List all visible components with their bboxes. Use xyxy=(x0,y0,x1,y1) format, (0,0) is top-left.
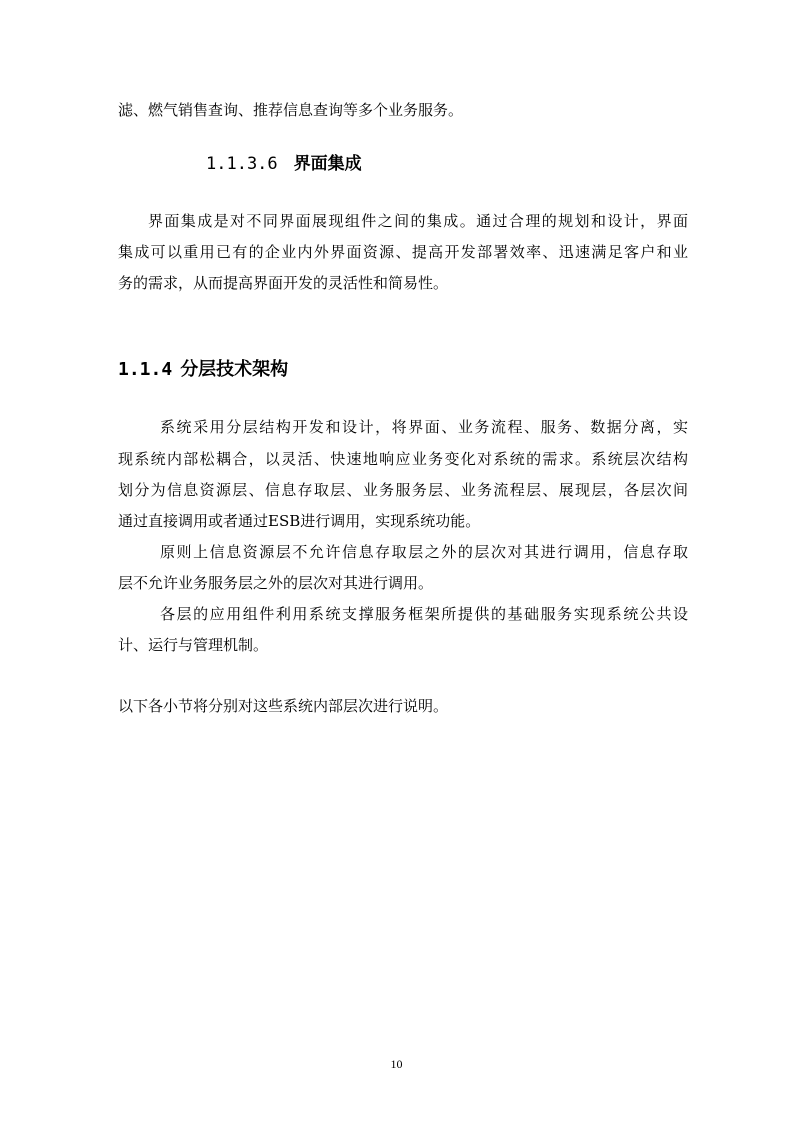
body-text-line: 务的需求，从而提高界面开发的灵活性和简易性。 xyxy=(118,274,449,292)
section-number: 1.1.4 xyxy=(118,359,173,380)
body-text-line: 计、运行与管理机制。 xyxy=(118,636,269,654)
body-text-line: 系统采用分层结构开发和设计，将界面、业务流程、服务、数据分离，实 xyxy=(160,418,688,436)
page-number: 10 xyxy=(390,1057,403,1071)
section-heading-1-1-3-6 xyxy=(206,156,362,173)
body-text-line: 集成可以重用已有的企业内外界面资源、提高开发部署效率、迅速满足客户和业 xyxy=(118,243,688,261)
section-title: 分层技术架构 xyxy=(180,359,289,380)
body-text-line: 层不允许业务服务层之外的层次对其进行调用。 xyxy=(118,574,434,592)
body-text-line: 滤、燃气销售查询、推荐信息查询等多个业务服务。 xyxy=(118,101,464,119)
section-number: 1.1.3.6 xyxy=(206,154,278,174)
body-text-line: 各层的应用组件利用系统支撑服务框架所提供的基础服务实现系统公共设 xyxy=(160,605,688,623)
section-heading-1-1-4 xyxy=(118,361,288,379)
body-text-line: 通过直接调用或者通过ESB进行调用，实现系统功能。 xyxy=(118,512,481,530)
paragraph-subsection-intro: 以下各小节将分别对这些系统内部层次进行说明。 xyxy=(118,697,449,715)
body-text-line: 界面集成是对不同界面展现组件之间的集成。通过合理的规划和设计，界面 xyxy=(148,212,688,230)
section-title: 界面集成 xyxy=(293,154,362,174)
body-text-line: 原则上信息资源层不允许信息存取层之外的层次对其进行调用，信息存取 xyxy=(160,543,688,561)
body-text-line: 划分为信息资源层、信息存取层、业务服务层、业务流程层、展现层，各层次间 xyxy=(118,481,688,499)
body-text-line: 现系统内部松耦合，以灵活、快速地响应业务变化对系统的需求。系统层次结构 xyxy=(118,450,688,468)
